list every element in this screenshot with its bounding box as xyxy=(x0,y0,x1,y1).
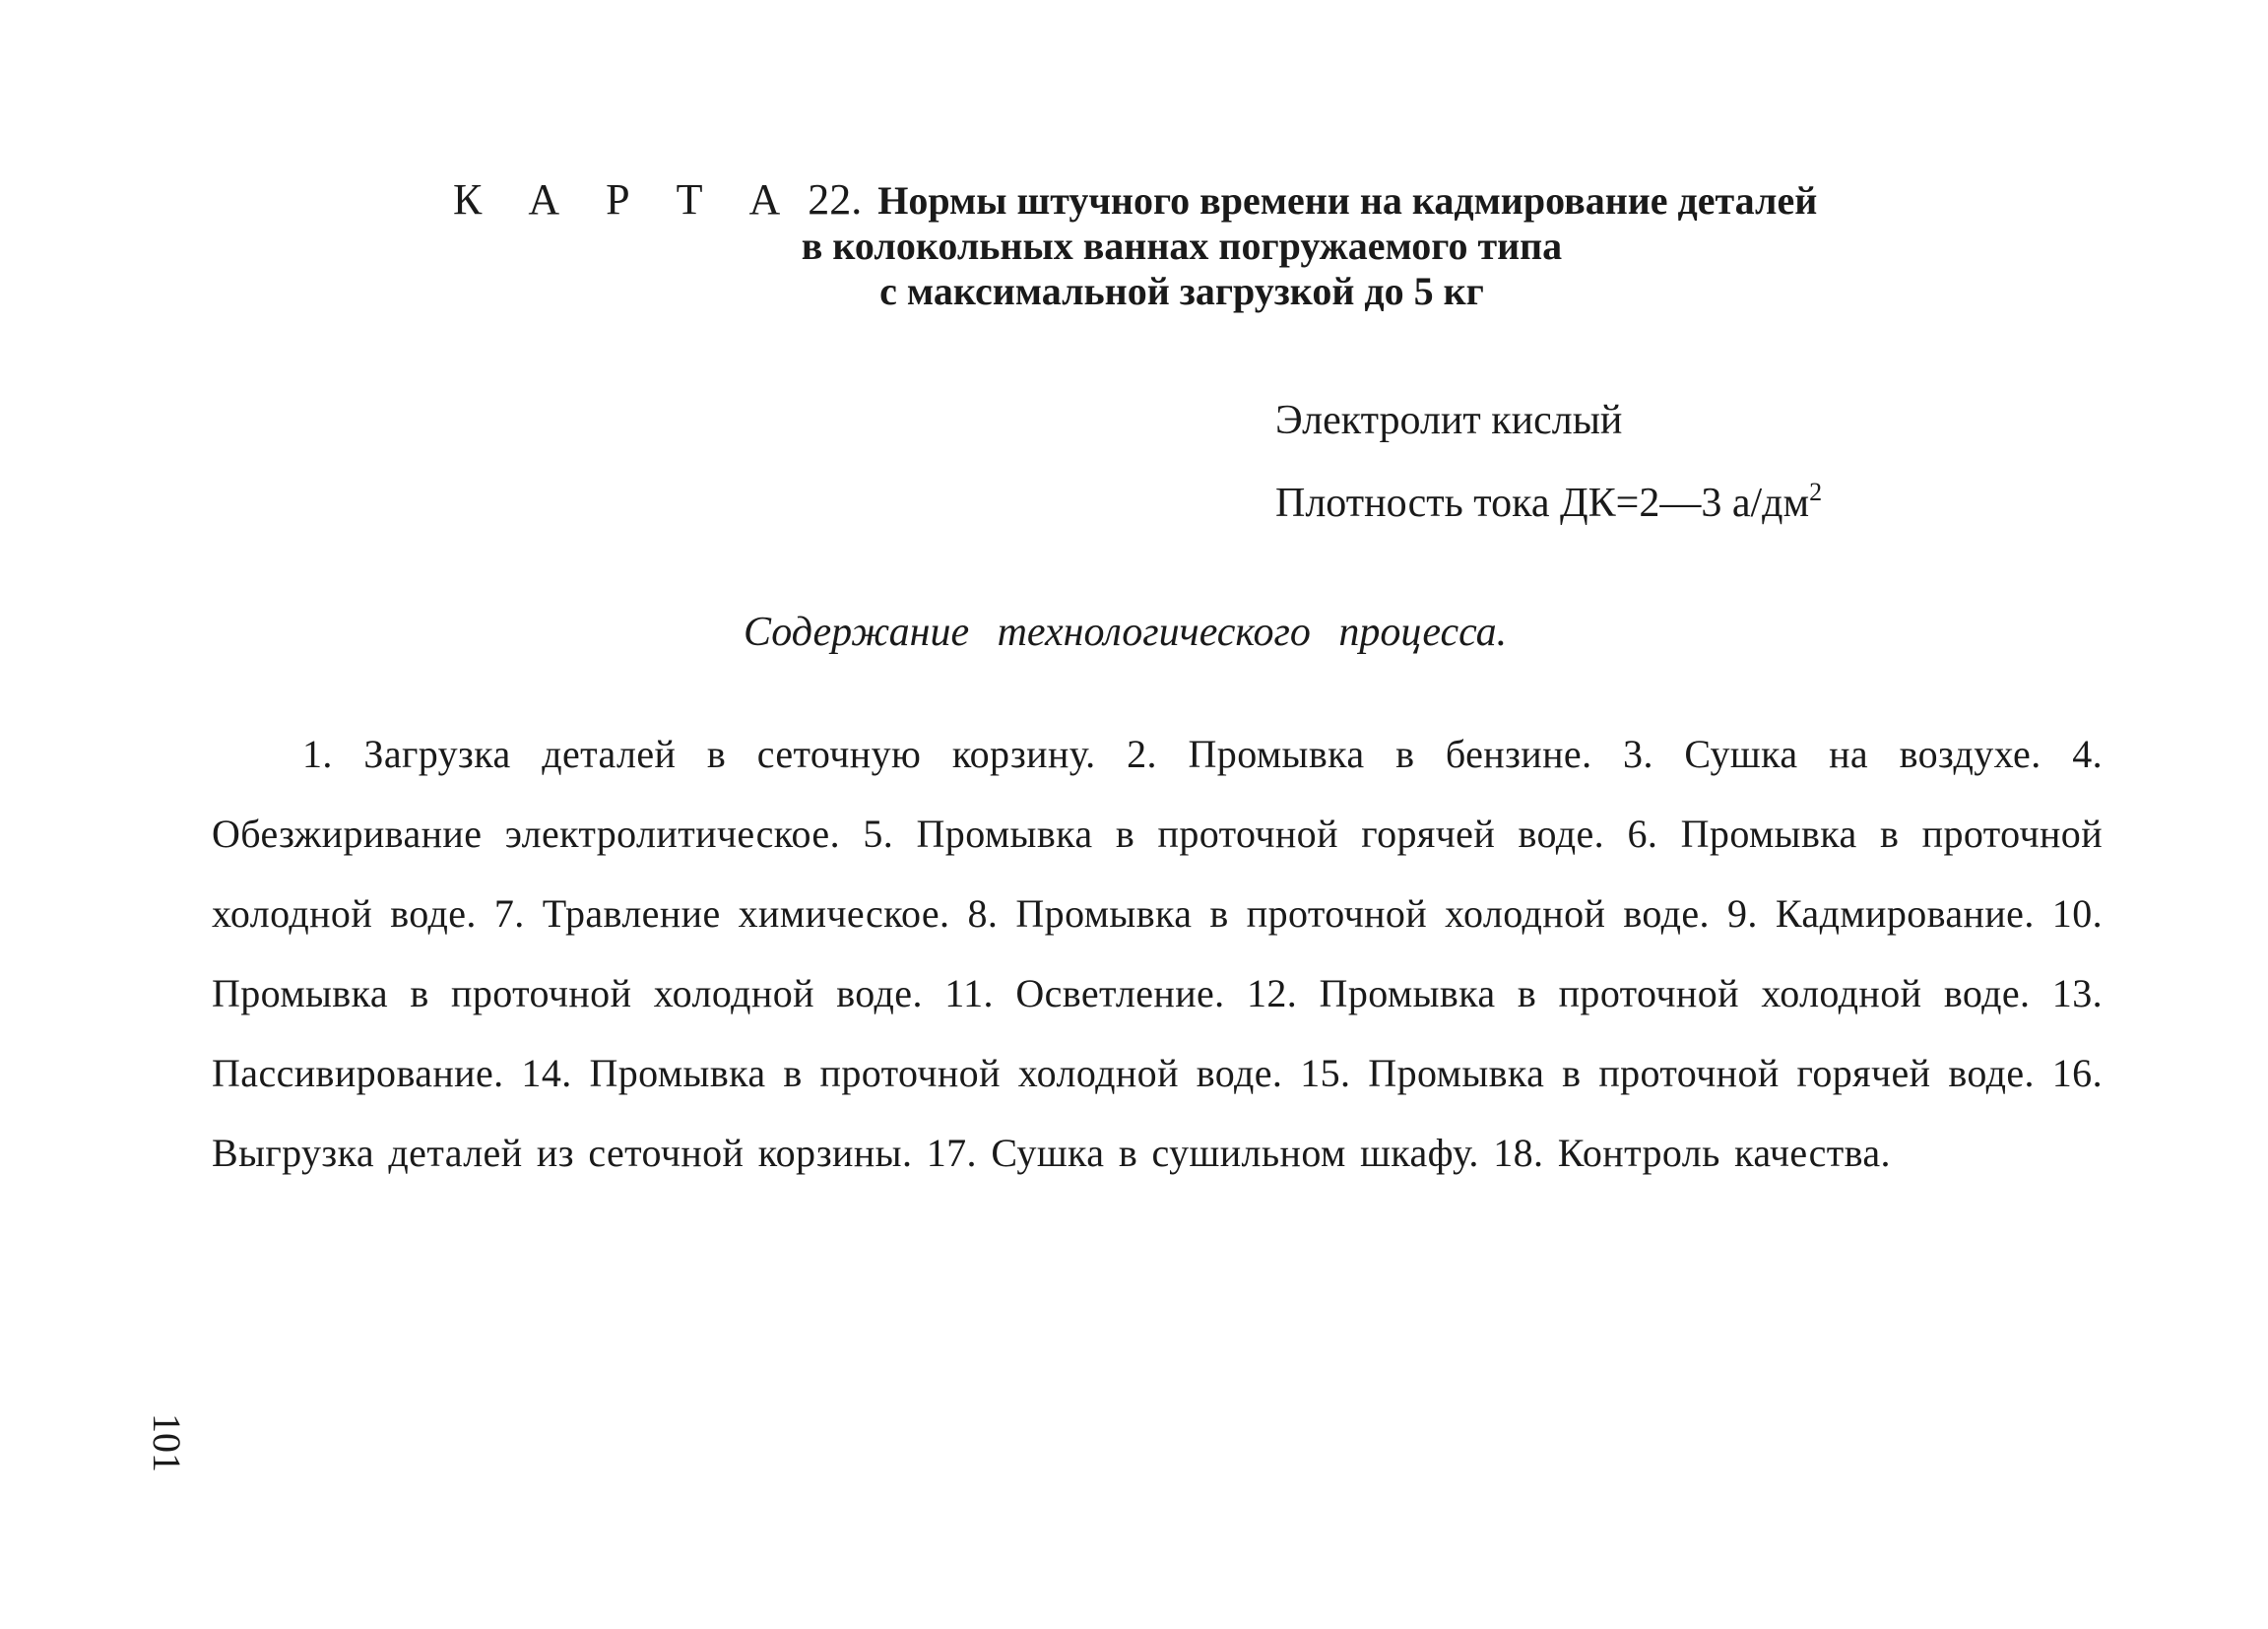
process-parameters xyxy=(1275,379,1822,545)
title-line-2: в колокольных ваннах погружаемого типа xyxy=(801,224,1563,268)
title-line-3: с максимальной загрузкой до 5 кг xyxy=(879,269,1484,313)
card-title xyxy=(453,177,1911,314)
section-heading: Содержание технологического процесса. xyxy=(744,610,1508,655)
karta-label: К А Р Т А xyxy=(453,175,799,224)
current-density-text: Плотность тока ДК=2—3 а/дм xyxy=(1275,481,1810,526)
page-number: 101 xyxy=(145,1413,189,1472)
karta-number: 22. xyxy=(808,175,863,224)
electrolyte-label: Электролит кислый xyxy=(1275,398,1623,443)
title-text-line-1: Нормы штучного времени на кадмирование деталей xyxy=(877,178,1818,223)
title-line-1 xyxy=(453,177,1911,224)
process-description: 1. Загрузка деталей в сеточную корзину. 2. Промывка в бензине. 3. Сушка на воздухе. 4. Обезжиривание электролитическое. 5. Промывка в проточной горячей воде. 6. Промывка в проточной холодной воде. 7. Травление химическое. 8. Промывка в проточной холодной воде. 9. Кадмирование. 10. Промывка в проточной холодной воде. 11. Осветление. 12. Промывка в проточной холодной воде. 13. Пассивирование. 14. Промывка в проточной холодной воде. 15. Промывка в проточной горячей воде. 16. Выгрузка деталей из сеточной корзины. 17. Сушка в сушильном шкафу. 18. Контроль качества. xyxy=(212,732,2103,1175)
current-density-exponent: 2 xyxy=(1809,478,1823,506)
current-density-label xyxy=(1275,462,1822,545)
